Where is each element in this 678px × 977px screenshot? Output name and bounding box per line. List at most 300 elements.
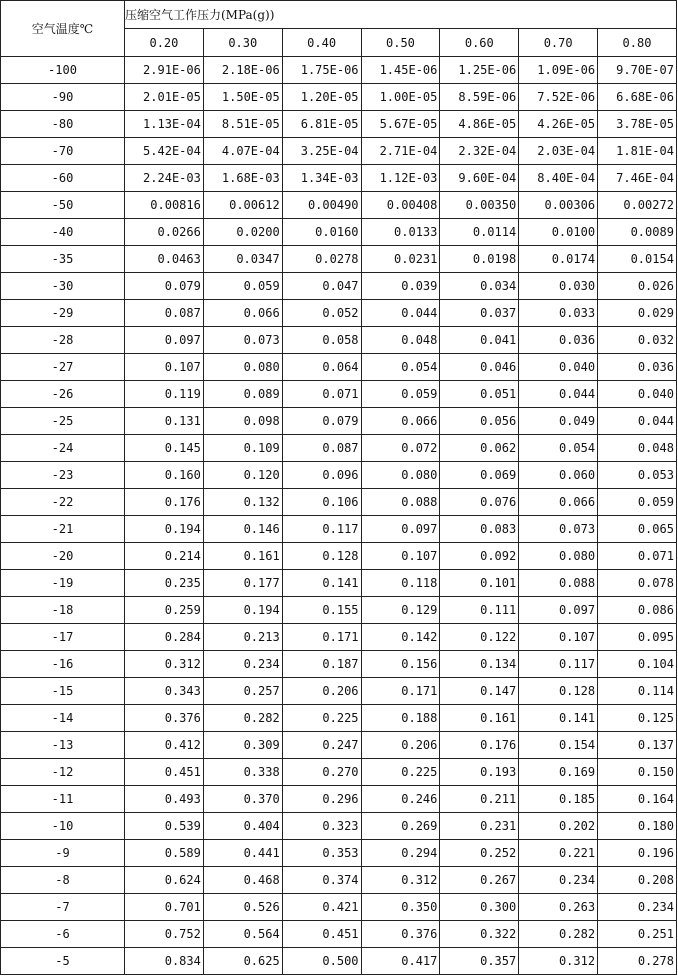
value-cell: 0.208 bbox=[598, 867, 677, 894]
value-cell: 0.322 bbox=[440, 921, 519, 948]
value-cell: 8.51E-05 bbox=[203, 111, 282, 138]
value-cell: 0.079 bbox=[282, 408, 361, 435]
value-cell: 0.071 bbox=[282, 381, 361, 408]
value-cell: 0.030 bbox=[519, 273, 598, 300]
value-cell: 0.066 bbox=[203, 300, 282, 327]
value-cell: 0.097 bbox=[125, 327, 204, 354]
value-cell: 0.234 bbox=[203, 651, 282, 678]
value-cell: 0.048 bbox=[598, 435, 677, 462]
value-cell: 0.129 bbox=[361, 597, 440, 624]
temperature-cell: -27 bbox=[1, 354, 125, 381]
value-cell: 0.078 bbox=[598, 570, 677, 597]
value-cell: 9.70E-07 bbox=[598, 57, 677, 84]
value-cell: 0.134 bbox=[440, 651, 519, 678]
value-cell: 0.294 bbox=[361, 840, 440, 867]
temperature-cell: -9 bbox=[1, 840, 125, 867]
value-cell: 0.269 bbox=[361, 813, 440, 840]
value-cell: 0.128 bbox=[519, 678, 598, 705]
value-cell: 0.193 bbox=[440, 759, 519, 786]
pressure-header: 压缩空气工作压力(MPa(g)) bbox=[125, 1, 677, 29]
value-cell: 0.282 bbox=[203, 705, 282, 732]
value-cell: 0.065 bbox=[598, 516, 677, 543]
table-row bbox=[1, 624, 677, 651]
value-cell: 0.040 bbox=[519, 354, 598, 381]
table-row bbox=[1, 597, 677, 624]
value-cell: 3.25E-04 bbox=[282, 138, 361, 165]
value-cell: 5.42E-04 bbox=[125, 138, 204, 165]
value-cell: 2.01E-05 bbox=[125, 84, 204, 111]
temperature-cell: -19 bbox=[1, 570, 125, 597]
value-cell: 0.066 bbox=[361, 408, 440, 435]
value-cell: 0.564 bbox=[203, 921, 282, 948]
value-cell: 2.32E-04 bbox=[440, 138, 519, 165]
value-cell: 0.309 bbox=[203, 732, 282, 759]
table-row bbox=[1, 759, 677, 786]
value-cell: 0.086 bbox=[598, 597, 677, 624]
value-cell: 0.032 bbox=[598, 327, 677, 354]
value-cell: 0.044 bbox=[598, 408, 677, 435]
temperature-cell: -25 bbox=[1, 408, 125, 435]
value-cell: 0.0266 bbox=[125, 219, 204, 246]
value-cell: 0.338 bbox=[203, 759, 282, 786]
value-cell: 0.412 bbox=[125, 732, 204, 759]
value-cell: 0.526 bbox=[203, 894, 282, 921]
value-cell: 0.493 bbox=[125, 786, 204, 813]
value-cell: 0.080 bbox=[361, 462, 440, 489]
temperature-cell: -22 bbox=[1, 489, 125, 516]
value-cell: 0.117 bbox=[282, 516, 361, 543]
value-cell: 0.312 bbox=[361, 867, 440, 894]
pressure-column-header: 0.40 bbox=[282, 29, 361, 57]
value-cell: 0.0200 bbox=[203, 219, 282, 246]
value-cell: 0.071 bbox=[598, 543, 677, 570]
value-cell: 0.194 bbox=[203, 597, 282, 624]
value-cell: 0.122 bbox=[440, 624, 519, 651]
value-cell: 0.251 bbox=[598, 921, 677, 948]
value-cell: 0.089 bbox=[203, 381, 282, 408]
value-cell: 0.171 bbox=[361, 678, 440, 705]
value-cell: 0.161 bbox=[203, 543, 282, 570]
pressure-column-header: 0.30 bbox=[203, 29, 282, 57]
value-cell: 8.59E-06 bbox=[440, 84, 519, 111]
value-cell: 0.374 bbox=[282, 867, 361, 894]
value-cell: 0.119 bbox=[125, 381, 204, 408]
table-row bbox=[1, 867, 677, 894]
value-cell: 0.114 bbox=[598, 678, 677, 705]
table-row bbox=[1, 408, 677, 435]
table-row bbox=[1, 894, 677, 921]
value-cell: 0.752 bbox=[125, 921, 204, 948]
table-row bbox=[1, 948, 677, 975]
value-cell: 0.041 bbox=[440, 327, 519, 354]
value-cell: 0.202 bbox=[519, 813, 598, 840]
value-cell: 0.350 bbox=[361, 894, 440, 921]
value-cell: 0.125 bbox=[598, 705, 677, 732]
value-cell: 4.86E-05 bbox=[440, 111, 519, 138]
value-cell: 8.40E-04 bbox=[519, 165, 598, 192]
table-row bbox=[1, 138, 677, 165]
table-row bbox=[1, 840, 677, 867]
value-cell: 0.097 bbox=[361, 516, 440, 543]
table-row bbox=[1, 651, 677, 678]
value-cell: 0.171 bbox=[282, 624, 361, 651]
temperature-cell: -90 bbox=[1, 84, 125, 111]
value-cell: 0.259 bbox=[125, 597, 204, 624]
value-cell: 0.500 bbox=[282, 948, 361, 975]
temperature-cell: -28 bbox=[1, 327, 125, 354]
value-cell: 0.0278 bbox=[282, 246, 361, 273]
value-cell: 0.284 bbox=[125, 624, 204, 651]
value-cell: 0.180 bbox=[598, 813, 677, 840]
table-row bbox=[1, 273, 677, 300]
temperature-cell: -12 bbox=[1, 759, 125, 786]
value-cell: 0.073 bbox=[203, 327, 282, 354]
value-cell: 0.087 bbox=[282, 435, 361, 462]
value-cell: 0.088 bbox=[361, 489, 440, 516]
value-cell: 0.066 bbox=[519, 489, 598, 516]
value-cell: 0.054 bbox=[519, 435, 598, 462]
value-cell: 0.00272 bbox=[598, 192, 677, 219]
temperature-cell: -17 bbox=[1, 624, 125, 651]
table-row bbox=[1, 111, 677, 138]
value-cell: 0.132 bbox=[203, 489, 282, 516]
temperature-cell: -5 bbox=[1, 948, 125, 975]
value-cell: 6.81E-05 bbox=[282, 111, 361, 138]
value-cell: 0.187 bbox=[282, 651, 361, 678]
value-cell: 0.296 bbox=[282, 786, 361, 813]
value-cell: 0.128 bbox=[282, 543, 361, 570]
value-cell: 0.092 bbox=[440, 543, 519, 570]
table-row bbox=[1, 57, 677, 84]
value-cell: 0.312 bbox=[125, 651, 204, 678]
value-cell: 0.00816 bbox=[125, 192, 204, 219]
table-row bbox=[1, 732, 677, 759]
value-cell: 0.231 bbox=[440, 813, 519, 840]
value-cell: 0.048 bbox=[361, 327, 440, 354]
value-cell: 0.357 bbox=[440, 948, 519, 975]
table-row bbox=[1, 327, 677, 354]
value-cell: 0.059 bbox=[203, 273, 282, 300]
value-cell: 2.24E-03 bbox=[125, 165, 204, 192]
table-row bbox=[1, 489, 677, 516]
value-cell: 1.75E-06 bbox=[282, 57, 361, 84]
value-cell: 0.625 bbox=[203, 948, 282, 975]
value-cell: 0.225 bbox=[282, 705, 361, 732]
value-cell: 0.234 bbox=[598, 894, 677, 921]
value-cell: 0.118 bbox=[361, 570, 440, 597]
value-cell: 1.12E-03 bbox=[361, 165, 440, 192]
table-row bbox=[1, 462, 677, 489]
value-cell: 1.09E-06 bbox=[519, 57, 598, 84]
value-cell: 0.00490 bbox=[282, 192, 361, 219]
value-cell: 0.037 bbox=[440, 300, 519, 327]
value-cell: 0.701 bbox=[125, 894, 204, 921]
value-cell: 0.160 bbox=[125, 462, 204, 489]
value-cell: 0.0463 bbox=[125, 246, 204, 273]
temperature-cell: -8 bbox=[1, 867, 125, 894]
table-row bbox=[1, 165, 677, 192]
value-cell: 0.146 bbox=[203, 516, 282, 543]
table-row bbox=[1, 813, 677, 840]
temperature-cell: -26 bbox=[1, 381, 125, 408]
value-cell: 0.417 bbox=[361, 948, 440, 975]
value-cell: 0.0114 bbox=[440, 219, 519, 246]
value-cell: 0.00612 bbox=[203, 192, 282, 219]
value-cell: 0.300 bbox=[440, 894, 519, 921]
value-cell: 0.083 bbox=[440, 516, 519, 543]
value-cell: 0.376 bbox=[361, 921, 440, 948]
temperature-cell: -40 bbox=[1, 219, 125, 246]
value-cell: 0.214 bbox=[125, 543, 204, 570]
value-cell: 0.033 bbox=[519, 300, 598, 327]
temperature-cell: -60 bbox=[1, 165, 125, 192]
value-cell: 0.107 bbox=[519, 624, 598, 651]
value-cell: 0.047 bbox=[282, 273, 361, 300]
value-cell: 0.107 bbox=[361, 543, 440, 570]
temperature-cell: -30 bbox=[1, 273, 125, 300]
pressure-column-header: 0.60 bbox=[440, 29, 519, 57]
value-cell: 0.036 bbox=[519, 327, 598, 354]
value-cell: 0.062 bbox=[440, 435, 519, 462]
value-cell: 0.376 bbox=[125, 705, 204, 732]
table-row bbox=[1, 570, 677, 597]
pressure-column-header: 0.70 bbox=[519, 29, 598, 57]
value-cell: 0.282 bbox=[519, 921, 598, 948]
value-cell: 0.155 bbox=[282, 597, 361, 624]
temperature-cell: -23 bbox=[1, 462, 125, 489]
value-cell: 1.68E-03 bbox=[203, 165, 282, 192]
value-cell: 0.539 bbox=[125, 813, 204, 840]
temperature-cell: -29 bbox=[1, 300, 125, 327]
value-cell: 0.154 bbox=[519, 732, 598, 759]
value-cell: 0.421 bbox=[282, 894, 361, 921]
value-cell: 0.194 bbox=[125, 516, 204, 543]
value-cell: 0.270 bbox=[282, 759, 361, 786]
value-cell: 2.91E-06 bbox=[125, 57, 204, 84]
temperature-cell: -13 bbox=[1, 732, 125, 759]
value-cell: 0.131 bbox=[125, 408, 204, 435]
value-cell: 0.059 bbox=[361, 381, 440, 408]
value-cell: 0.111 bbox=[440, 597, 519, 624]
value-cell: 0.185 bbox=[519, 786, 598, 813]
table-row bbox=[1, 381, 677, 408]
value-cell: 0.142 bbox=[361, 624, 440, 651]
temperature-cell: -35 bbox=[1, 246, 125, 273]
value-cell: 0.107 bbox=[125, 354, 204, 381]
value-cell: 0.073 bbox=[519, 516, 598, 543]
value-cell: 0.246 bbox=[361, 786, 440, 813]
value-cell: 0.098 bbox=[203, 408, 282, 435]
value-cell: 0.141 bbox=[519, 705, 598, 732]
table-row bbox=[1, 516, 677, 543]
value-cell: 0.468 bbox=[203, 867, 282, 894]
value-cell: 1.45E-06 bbox=[361, 57, 440, 84]
table-row bbox=[1, 354, 677, 381]
value-cell: 0.169 bbox=[519, 759, 598, 786]
value-cell: 0.441 bbox=[203, 840, 282, 867]
temperature-cell: -50 bbox=[1, 192, 125, 219]
value-cell: 0.060 bbox=[519, 462, 598, 489]
value-cell: 1.00E-05 bbox=[361, 84, 440, 111]
value-cell: 0.404 bbox=[203, 813, 282, 840]
value-cell: 0.109 bbox=[203, 435, 282, 462]
temperature-cell: -20 bbox=[1, 543, 125, 570]
value-cell: 4.26E-05 bbox=[519, 111, 598, 138]
value-cell: 0.353 bbox=[282, 840, 361, 867]
pressure-column-header: 0.50 bbox=[361, 29, 440, 57]
value-cell: 2.71E-04 bbox=[361, 138, 440, 165]
value-cell: 0.206 bbox=[361, 732, 440, 759]
value-cell: 0.120 bbox=[203, 462, 282, 489]
value-cell: 0.834 bbox=[125, 948, 204, 975]
temperature-cell: -15 bbox=[1, 678, 125, 705]
value-cell: 0.096 bbox=[282, 462, 361, 489]
value-cell: 0.117 bbox=[519, 651, 598, 678]
value-cell: 0.058 bbox=[282, 327, 361, 354]
value-cell: 0.080 bbox=[203, 354, 282, 381]
temperature-cell: -18 bbox=[1, 597, 125, 624]
value-cell: 0.145 bbox=[125, 435, 204, 462]
value-cell: 0.051 bbox=[440, 381, 519, 408]
value-cell: 0.0100 bbox=[519, 219, 598, 246]
value-cell: 1.81E-04 bbox=[598, 138, 677, 165]
value-cell: 0.323 bbox=[282, 813, 361, 840]
temperature-cell: -11 bbox=[1, 786, 125, 813]
value-cell: 0.141 bbox=[282, 570, 361, 597]
value-cell: 0.164 bbox=[598, 786, 677, 813]
value-cell: 0.0133 bbox=[361, 219, 440, 246]
table-row bbox=[1, 705, 677, 732]
value-cell: 0.069 bbox=[440, 462, 519, 489]
value-cell: 0.039 bbox=[361, 273, 440, 300]
value-cell: 1.25E-06 bbox=[440, 57, 519, 84]
pressure-column-header: 0.80 bbox=[598, 29, 677, 57]
value-cell: 0.451 bbox=[125, 759, 204, 786]
value-cell: 0.054 bbox=[361, 354, 440, 381]
value-cell: 1.34E-03 bbox=[282, 165, 361, 192]
value-cell: 0.072 bbox=[361, 435, 440, 462]
temperature-cell: -16 bbox=[1, 651, 125, 678]
value-cell: 0.252 bbox=[440, 840, 519, 867]
value-cell: 2.03E-04 bbox=[519, 138, 598, 165]
value-cell: 0.624 bbox=[125, 867, 204, 894]
value-cell: 0.104 bbox=[598, 651, 677, 678]
value-cell: 0.0231 bbox=[361, 246, 440, 273]
temperature-cell: -7 bbox=[1, 894, 125, 921]
value-cell: 0.040 bbox=[598, 381, 677, 408]
value-cell: 0.088 bbox=[519, 570, 598, 597]
temperature-cell: -14 bbox=[1, 705, 125, 732]
value-cell: 0.147 bbox=[440, 678, 519, 705]
value-cell: 0.052 bbox=[282, 300, 361, 327]
value-cell: 0.064 bbox=[282, 354, 361, 381]
pressure-column-header: 0.20 bbox=[125, 29, 204, 57]
value-cell: 0.0174 bbox=[519, 246, 598, 273]
table-row bbox=[1, 192, 677, 219]
value-cell: 0.080 bbox=[519, 543, 598, 570]
value-cell: 0.059 bbox=[598, 489, 677, 516]
temperature-cell: -10 bbox=[1, 813, 125, 840]
value-cell: 0.097 bbox=[519, 597, 598, 624]
temperature-cell: -70 bbox=[1, 138, 125, 165]
value-cell: 0.176 bbox=[125, 489, 204, 516]
value-cell: 0.263 bbox=[519, 894, 598, 921]
temperature-header: 空气温度℃ bbox=[1, 1, 125, 57]
temperature-cell: -24 bbox=[1, 435, 125, 462]
value-cell: 0.312 bbox=[519, 948, 598, 975]
value-cell: 2.18E-06 bbox=[203, 57, 282, 84]
value-cell: 0.044 bbox=[361, 300, 440, 327]
table-row bbox=[1, 435, 677, 462]
value-cell: 0.049 bbox=[519, 408, 598, 435]
value-cell: 0.150 bbox=[598, 759, 677, 786]
value-cell: 9.60E-04 bbox=[440, 165, 519, 192]
value-cell: 1.50E-05 bbox=[203, 84, 282, 111]
table-row bbox=[1, 543, 677, 570]
table-row bbox=[1, 786, 677, 813]
value-cell: 0.026 bbox=[598, 273, 677, 300]
value-cell: 7.52E-06 bbox=[519, 84, 598, 111]
value-cell: 0.247 bbox=[282, 732, 361, 759]
value-cell: 0.589 bbox=[125, 840, 204, 867]
value-cell: 0.267 bbox=[440, 867, 519, 894]
value-cell: 0.196 bbox=[598, 840, 677, 867]
value-cell: 0.0198 bbox=[440, 246, 519, 273]
temperature-cell: -21 bbox=[1, 516, 125, 543]
value-cell: 0.137 bbox=[598, 732, 677, 759]
value-cell: 0.343 bbox=[125, 678, 204, 705]
table-row bbox=[1, 246, 677, 273]
value-cell: 0.188 bbox=[361, 705, 440, 732]
value-cell: 1.13E-04 bbox=[125, 111, 204, 138]
value-cell: 0.234 bbox=[519, 867, 598, 894]
value-cell: 4.07E-04 bbox=[203, 138, 282, 165]
value-cell: 0.0347 bbox=[203, 246, 282, 273]
value-cell: 0.00306 bbox=[519, 192, 598, 219]
value-cell: 5.67E-05 bbox=[361, 111, 440, 138]
value-cell: 0.257 bbox=[203, 678, 282, 705]
table-row bbox=[1, 84, 677, 111]
value-cell: 0.370 bbox=[203, 786, 282, 813]
table-row bbox=[1, 678, 677, 705]
value-cell: 0.079 bbox=[125, 273, 204, 300]
table-row bbox=[1, 300, 677, 327]
table-row bbox=[1, 219, 677, 246]
value-cell: 0.056 bbox=[440, 408, 519, 435]
value-cell: 0.106 bbox=[282, 489, 361, 516]
value-cell: 0.156 bbox=[361, 651, 440, 678]
value-cell: 0.00350 bbox=[440, 192, 519, 219]
table-row bbox=[1, 921, 677, 948]
value-cell: 0.046 bbox=[440, 354, 519, 381]
value-cell: 0.076 bbox=[440, 489, 519, 516]
value-cell: 0.211 bbox=[440, 786, 519, 813]
value-cell: 1.20E-05 bbox=[282, 84, 361, 111]
temperature-cell: -100 bbox=[1, 57, 125, 84]
value-cell: 0.101 bbox=[440, 570, 519, 597]
value-cell: 0.034 bbox=[440, 273, 519, 300]
value-cell: 6.68E-06 bbox=[598, 84, 677, 111]
value-cell: 0.0160 bbox=[282, 219, 361, 246]
table-body bbox=[1, 57, 677, 975]
value-cell: 0.221 bbox=[519, 840, 598, 867]
value-cell: 0.278 bbox=[598, 948, 677, 975]
value-cell: 0.225 bbox=[361, 759, 440, 786]
value-cell: 0.087 bbox=[125, 300, 204, 327]
value-cell: 0.036 bbox=[598, 354, 677, 381]
value-cell: 0.161 bbox=[440, 705, 519, 732]
temperature-cell: -6 bbox=[1, 921, 125, 948]
